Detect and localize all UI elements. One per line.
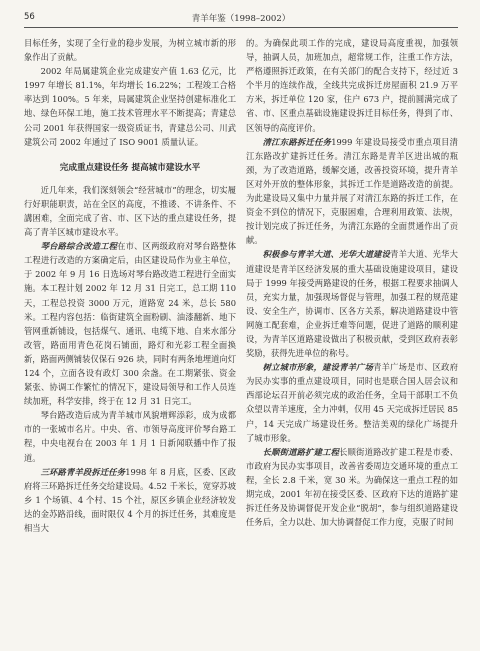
paragraph: 近几年来，我们深刻领会“经营城市”的理念，切实履行好职能职责，站在全区的高度，不推诿、不讲条件、不講困难，全面完成了省、市、区下达的重点建设任务，提高了青羊区城市建设水平。 xyxy=(24,184,236,238)
paragraph-lead: 清江东路拆迁任务 xyxy=(262,136,332,147)
paragraph xyxy=(246,445,458,530)
paragraph-lead: 琴台路综合改造工程 xyxy=(40,241,118,252)
page-header xyxy=(24,10,458,28)
text-columns xyxy=(24,36,458,651)
paragraph xyxy=(24,239,236,408)
paragraph-body: 长顺街道路改扩建工程是市委、市政府为民办实事项目，改善省委周边交通环境的重点工程，全长 2.8 千米，宽 30 米。为确保这一重点工程的如期完成，2001 年初在接受区委、区政府下达的道路扩建拆迁任务及协调督促开发企业“脱胡”，参与组织道路建设任务后，全力以赴、加大协调督促工作力度，克服了时间 xyxy=(246,446,458,528)
paragraph-body: 青羊大道、光华大道建设是青羊区经济发展的重大基础设施建设项目，建设局于 1999 年接受两路建设的任务，根据工程要求抽调人员，充实力量，加强现场督促与管理，加强工程的规范建设、安全生产，协调市、区各方关系，解决道路建设中管网施工配套难，企业拆迁难等问题，促进了道路的顺利建设，为青羊区道路建设做出了积极贡献，受到区政府表彰奖励，获得先进单位的称号。 xyxy=(246,249,458,359)
left-column xyxy=(24,36,236,651)
paragraph-lead: 积极参与青羊大道、光华大道建设 xyxy=(262,249,391,260)
section-heading: 完成重点建设任务 提高城市建设水平 xyxy=(59,162,201,173)
paragraph xyxy=(246,135,458,248)
right-column xyxy=(246,36,458,651)
paragraph-lead: 长顺街道路扩建工程 xyxy=(262,446,340,457)
paragraph-body: 青羊广场是市、区政府为民办实事的重点建设项目，同时也是联合国人居会议和西部论坛召开前必须完成的政治任务，全局干部职工不负众望以青羊速度，全力冲刺，仅用 45 天完成拆迁居民 85 户，14 天完成广场建设任务。整洁美观的绿化广场提升了城市形象。 xyxy=(246,362,458,443)
paragraph: 琴台路改造后成为青羊城市风貌增辉添彩，成为成都市的一张城市名片。中央、省、市领导高度评价琴台路工程，中央电视台在 2003 年 1 月 1 日新闻联播中作了报道。 xyxy=(24,410,236,463)
paragraph-lead: 三环路青羊段拆迁任务 xyxy=(40,466,126,477)
paragraph-body: 1999 年建设局接受市重点项目清江东路改扩建拆迁任务。清江东路是青羊区进出城的瓶颈，为了改造道路，缓解交通，改善投资环境，提升青羊区对外开放的整体形象，其拆迁工作是道路改造的前提。为此建设局又集中力量并展了对清江东路的拆迁工作，在资金不到位的情况下，克服困难，合理利用政策、法规，按计划完成了拆迁任务，为清江东路的全面贯通作出了贡献。 xyxy=(246,136,458,246)
paragraph xyxy=(24,465,236,535)
paragraph-body: 1998 年 8 月底，区委、区政府将三环路拆迁任务交给建设局。4.52 千米长，宽穿苏坡乡 1 个场镇、4 个村、15 个社，原区乡镇企业经济较发达的金苏路沿线，面时限仅 4 个月的拆迁任务，其难度是相当大 xyxy=(24,466,236,533)
page-number: 56 xyxy=(24,12,35,22)
paragraph xyxy=(246,360,458,445)
running-title: 青羊年鉴（1998–2002） xyxy=(191,14,291,24)
paragraph xyxy=(246,247,458,360)
paragraph-body: 在市、区两级政府对琴台路整体工程进行改造的方案确定后，由区建设局作为业主单位，于 2002 年 9 月 16 日选场对琴台路改造工程进行全面实施。本工程计划 2002 年 12 月 31 日完工，总工期 110 天，工程总投资 3000 万元，道路宽 24 米，总长 580 米。工程内容包括：临街建筑全面粉刷、油漆翻新、地下管网重新铺设，包括煤气、通讯、电缆下地、自来水部分改管，路面用青色花岗石铺面，路灯和光彩工程全面换新，路面两侧铺装仅保石 926 块，同时有两条地埋道向灯 124 个，立面各设有政灯 300 余盏。在工期紧张、资金紧张、协调工作繁忙的情况下，建设局领导和工作人员连续加班，科学安排，终于在 12 月 31 日完工。 xyxy=(24,241,236,407)
paragraph-lead: 树立城市形象，建设青羊广场 xyxy=(262,362,374,373)
paragraph: 目标任务，实现了全行业的稳步发展，为树立城市新的形象作出了贡献。 xyxy=(24,38,236,63)
paragraph: 的。为确保此项工作的完成，建设局高度重视，加强领导，抽调人员，加班加点，超常规工作，注重工作方法，严格遵照拆迁政策，在有关部门的配合支持下，经过近 3 个半月的连续作战，全线共完成拆迁房屋面积 21.9 万平方米，拆迁单位 120 家，住户 673 户，提前圆满完成了省、市、区重点基础设施建设拆迁目标任务，得到了市、区领导的高度评价。 xyxy=(246,38,458,133)
paragraph: 2002 年局属建筑企业完成建安产值 1.63 亿元，比 1997 年增长 81.1%，年均增长 16.22%；工程竣工合格率达到 100%。5 年来，局属建筑企业坚持创建标准化工地、绿色环保工地，施工技术管理水平不断提高；青建总公司 2001 年获得国家一级资质证书，青建总公司、川武建筑公司 2002 年通过了 ISO 9001 质量认证。 xyxy=(24,66,236,147)
